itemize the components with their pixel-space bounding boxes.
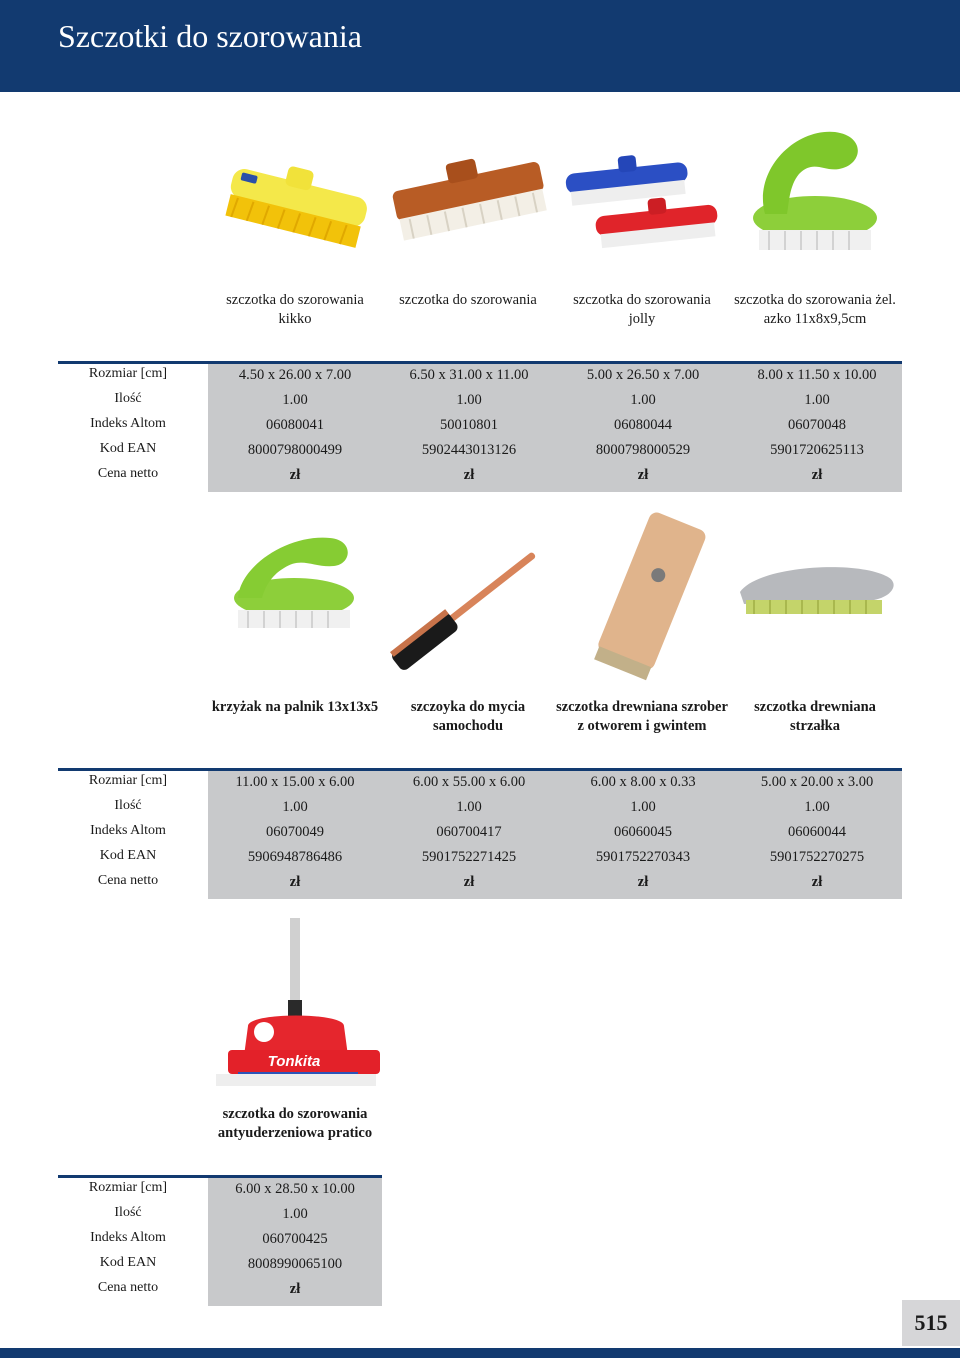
product-name: szczotka do szorowania kikko (226, 292, 364, 327)
car-wash-brush-icon (385, 520, 555, 700)
cell-price: zł (289, 1281, 301, 1297)
cell-price: zł (637, 874, 649, 890)
cell-ean: 5901752270275 (769, 849, 865, 865)
cell-price: zł (811, 467, 823, 483)
product-image-kikko (210, 110, 380, 290)
page-header (0, 0, 960, 92)
label-index: Indeks Altom (90, 416, 166, 431)
cell-index: 060700425 (262, 1231, 328, 1247)
cell-size: 6.50 x 31.00 x 11.00 (409, 367, 529, 383)
brown-scrub-brush-icon (385, 110, 555, 290)
product-name: szczotka drewniana strzałka (754, 699, 876, 734)
cell-price: zł (289, 467, 301, 483)
label-price: Cena netto (97, 873, 159, 888)
cell-size: 6.00 x 8.00 x 0.33 (590, 774, 696, 790)
cell-index: 06070048 (788, 417, 846, 433)
cell-size: 5.00 x 20.00 x 3.00 (760, 774, 874, 790)
cell-ean: 5902443013126 (421, 442, 517, 458)
product-name: szczotka do szorowania (399, 292, 537, 308)
label-index: Indeks Altom (90, 823, 166, 838)
product-image-szrober (560, 510, 730, 690)
label-index: Indeks Altom (90, 1230, 166, 1245)
cell-price: zł (463, 874, 475, 890)
cell-price: zł (637, 467, 649, 483)
yellow-scrub-brush-icon (210, 110, 380, 290)
cell-size: 4.50 x 26.00 x 7.00 (238, 367, 352, 383)
gray-arrow-brush-icon (734, 510, 904, 690)
red-pratico-floor-brush-icon (208, 916, 384, 1092)
cell-index: 50010801 (440, 417, 498, 433)
product-image-brown-brush (385, 110, 555, 290)
green-handle-brush-icon (218, 512, 388, 692)
product-image-krzyzak (218, 512, 388, 692)
cell-price: zł (289, 874, 301, 890)
cell-index: 06070049 (266, 824, 324, 840)
cell-size: 6.00 x 28.50 x 10.00 (235, 1181, 355, 1197)
product-image-pratico (208, 916, 384, 1092)
cell-qty: 1.00 (282, 392, 308, 408)
page-number: 515 (902, 1300, 960, 1346)
cell-ean: 5901752270343 (595, 849, 691, 865)
cell-ean: 5906948786486 (247, 849, 343, 865)
product-name: szczotka do szorowania żel. azko 11x8x9,5cm (734, 292, 896, 327)
svg-text:Tonkita: Tonkita (267, 1053, 321, 1070)
green-handle-brush-icon (735, 110, 905, 290)
label-ean: Kod EAN (99, 848, 157, 863)
cell-qty: 1.00 (282, 799, 308, 815)
cell-index: 06080044 (614, 417, 672, 433)
label-size: Rozmiar [cm] (88, 1180, 168, 1195)
product-image-samochodu (385, 520, 555, 700)
label-ean: Kod EAN (99, 1255, 157, 1270)
cell-ean: 8000798000529 (595, 442, 691, 458)
cell-ean: 5901720625113 (770, 442, 864, 458)
product-name: szczoyka do mycia samochodu (410, 699, 526, 734)
cell-index: 060700417 (436, 824, 502, 840)
cell-qty: 1.00 (804, 799, 830, 815)
cell-ean: 8008990065100 (247, 1256, 343, 1272)
cell-index: 06060044 (788, 824, 846, 840)
page-footer-bar (0, 1348, 960, 1358)
product-name: krzyżak na palnik 13x13x5 (211, 699, 379, 715)
label-price: Cena netto (97, 1280, 159, 1295)
label-size: Rozmiar [cm] (88, 773, 168, 788)
product-image-strzalka (734, 510, 904, 690)
cell-ean: 8000798000499 (247, 442, 343, 458)
cell-size: 8.00 x 11.50 x 10.00 (757, 367, 877, 383)
cell-size: 6.00 x 55.00 x 6.00 (412, 774, 526, 790)
cell-qty: 1.00 (630, 392, 656, 408)
product-name: szczotka do szorowania antyuderzeniowa pratico (217, 1106, 373, 1141)
product-image-jolly (560, 110, 730, 290)
cell-qty: 1.00 (456, 799, 482, 815)
cell-index: 06080041 (266, 417, 324, 433)
blue-red-scrub-brushes-icon (560, 110, 730, 290)
wooden-scrubber-icon (560, 510, 730, 690)
cell-qty: 1.00 (630, 799, 656, 815)
cell-size: 5.00 x 26.50 x 7.00 (586, 367, 700, 383)
label-qty: Ilość (114, 1205, 142, 1220)
product-name: szczotka drewniana szrober z otworem i gwintem (556, 699, 728, 734)
cell-qty: 1.00 (456, 392, 482, 408)
cell-size: 11.00 x 15.00 x 6.00 (235, 774, 355, 790)
product-name: szczotka do szorowania jolly (573, 292, 711, 327)
cell-index: 06060045 (614, 824, 672, 840)
label-ean: Kod EAN (99, 441, 157, 456)
label-qty: Ilość (114, 391, 142, 406)
product-image-zel-azko (735, 110, 905, 290)
page-title: Szczotki do szorowania (58, 18, 362, 54)
label-size: Rozmiar [cm] (88, 366, 168, 381)
cell-price: zł (463, 467, 475, 483)
label-qty: Ilość (114, 798, 142, 813)
cell-qty: 1.00 (804, 392, 830, 408)
cell-qty: 1.00 (282, 1206, 308, 1222)
cell-ean: 5901752271425 (421, 849, 517, 865)
label-price: Cena netto (97, 466, 159, 481)
cell-price: zł (811, 874, 823, 890)
